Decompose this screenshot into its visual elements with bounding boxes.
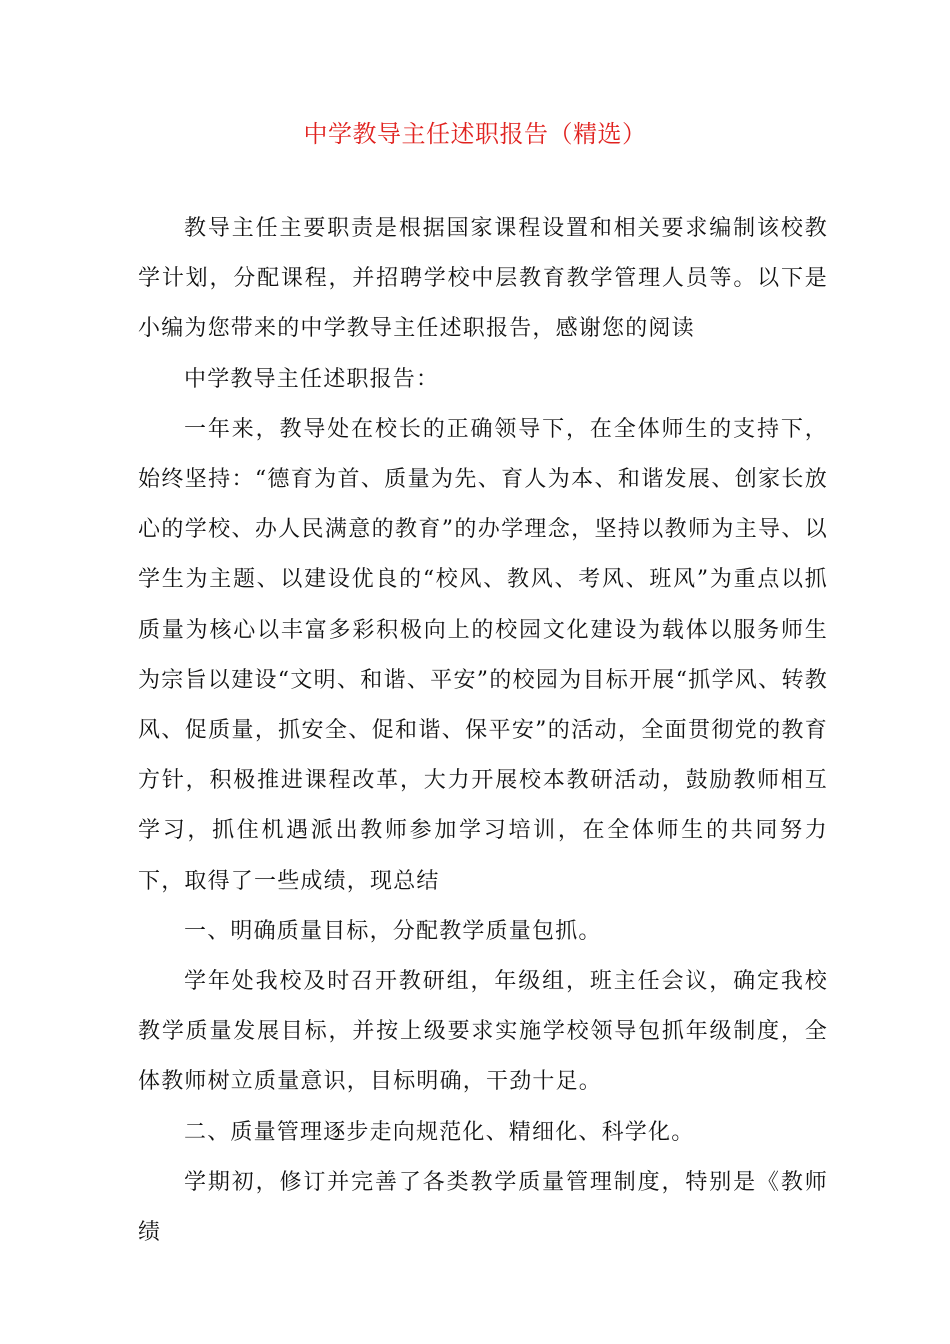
paragraph-section-1: 学年处我校及时召开教研组，年级组，班主任会议，确定我校教学质量发展目标，并按上级要求实施学校领导包抓年级制度，全体教师树立质量意识，目标明确，干劲十足。	[138, 969, 828, 1095]
paragraph-intro: 教导主任主要职责是根据国家课程设置和相关要求编制该校教学计划，分配课程，并招聘学校中层教育教学管理人员等。以下是小编为您带来的中学教导主任述职报告，感谢您的阅读	[138, 216, 828, 342]
paragraph-summary: 一年来，教导处在校长的正确领导下，在全体师生的支持下，始终坚持：“德育为首、质量为先、育人为本、和谐发展、创家长放心的学校、办人民满意的教育”的办学理念，坚持以教师为主导、以学生为主题、以建设优良的“校风、教风、考风、班风”为重点以抓质量为核心以丰富多彩积极向上的校园文化建设为载体以服务师生为宗旨以建设“文明、和谐、平安”的校园为目标开展“抓学风、转教风、促质量，抓安全、促和谐、保平安”的活动，全面贯彻党的教育方针，积极推进课程改革，大力开展校本教研活动，鼓励教师相互学习，抓住机遇派出教师参加学习培训，在全体师生的共同努力下，取得了一些成绩，现总结	[138, 416, 828, 894]
section-heading-1: 一、明确质量目标，分配教学质量包抓。	[184, 918, 602, 944]
section-heading-2: 二、质量管理逐步走向规范化、精细化、科学化。	[184, 1119, 695, 1145]
paragraph-report-heading: 中学教导主任述职报告：	[184, 366, 440, 392]
document-body	[138, 204, 828, 1258]
document-title: 中学教导主任述职报告（精选）	[303, 120, 647, 148]
paragraph-section-2: 学期初，修订并完善了各类教学质量管理制度，特别是《教师绩	[138, 1169, 828, 1246]
